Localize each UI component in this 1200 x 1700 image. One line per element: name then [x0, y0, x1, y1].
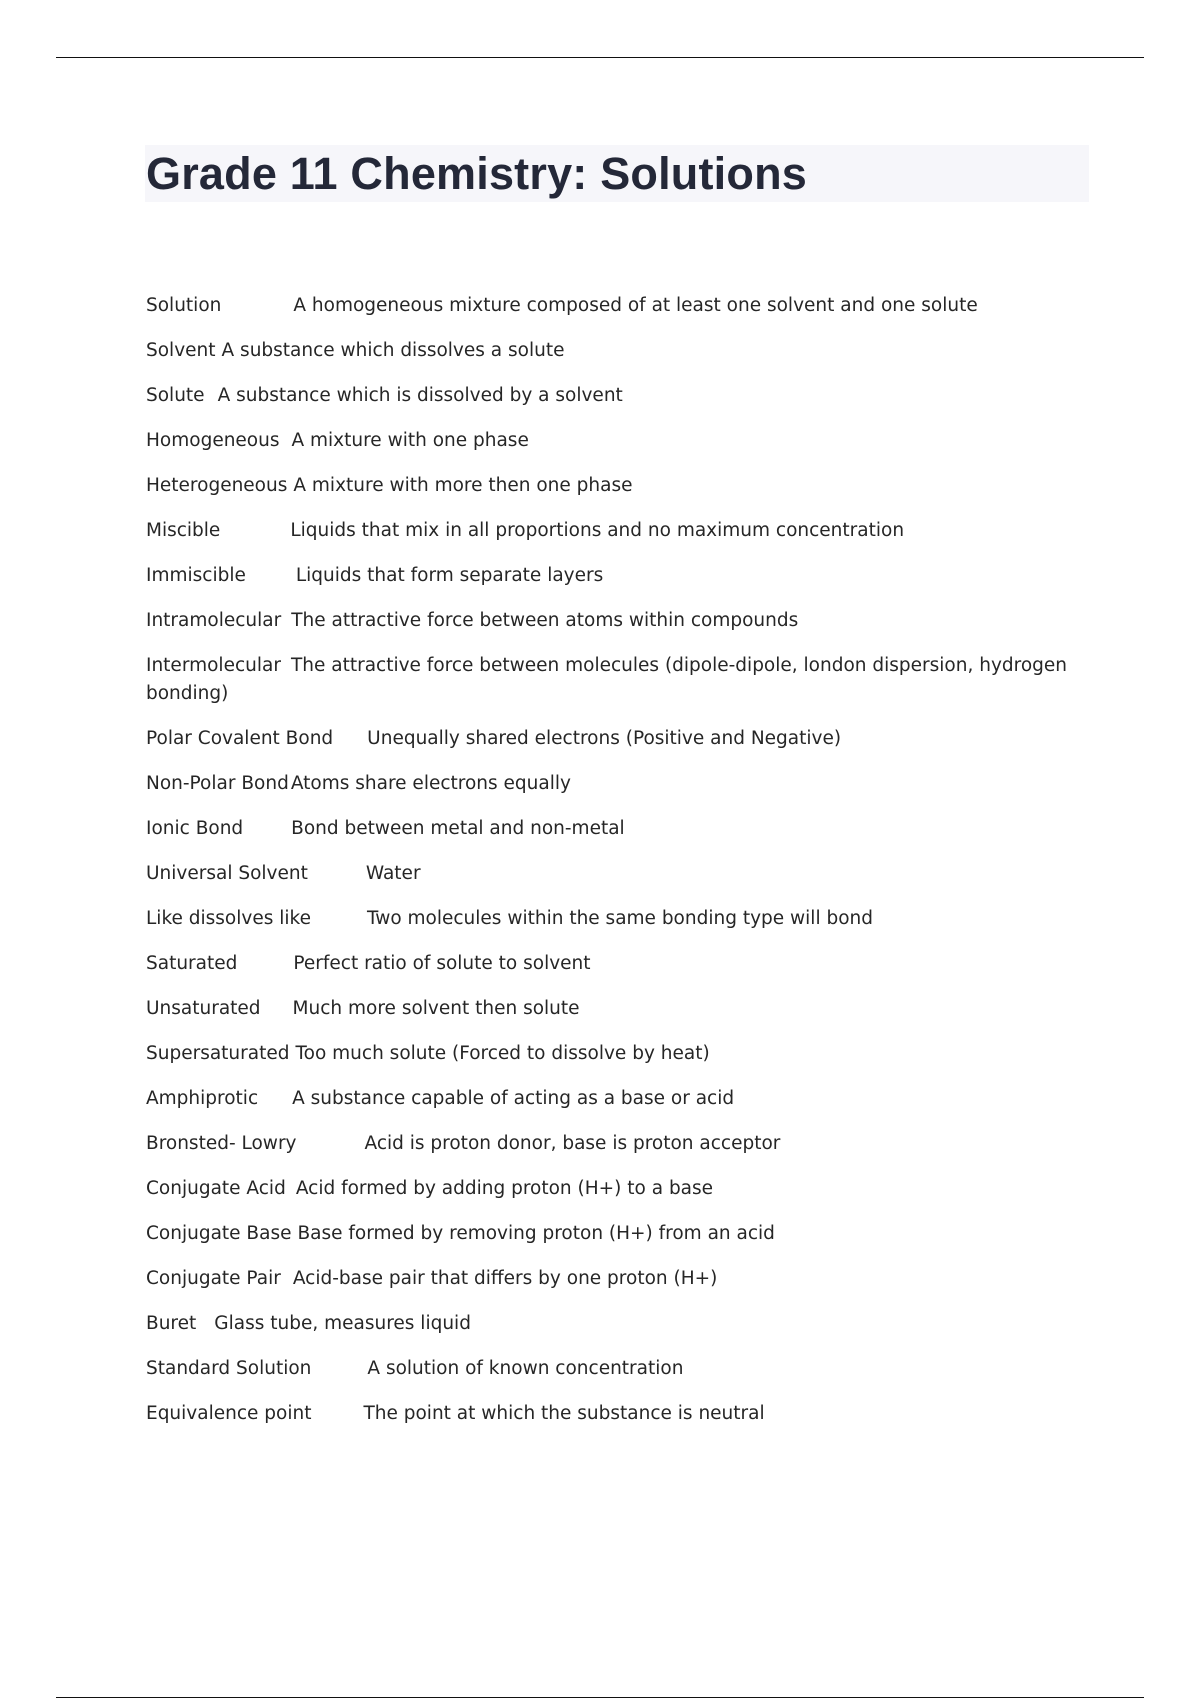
- term: Solvent: [146, 340, 216, 361]
- definition: Much more solvent then solute: [292, 998, 580, 1019]
- glossary-entry: [146, 337, 1091, 365]
- glossary-entry: [146, 1220, 1091, 1248]
- definition: Atoms share electrons equally: [290, 773, 571, 794]
- definition: Bond between metal and non-metal: [291, 818, 625, 839]
- glossary-entry: [146, 1130, 1091, 1158]
- glossary-entry: [146, 995, 1091, 1023]
- term: Miscible: [146, 520, 221, 541]
- definition: Acid is proton donor, base is proton acceptor: [364, 1133, 781, 1154]
- glossary-entry: [146, 1310, 1091, 1338]
- term: Like dissolves like: [146, 908, 311, 929]
- glossary-entry: [146, 292, 1091, 320]
- term: Intramolecular: [146, 610, 282, 631]
- definition: A solution of known concentration: [367, 1358, 684, 1379]
- definition: Liquids that form separate layers: [295, 565, 604, 586]
- definition: Glass tube, measures liquid: [214, 1313, 471, 1334]
- term: Immiscible: [146, 565, 246, 586]
- glossary-entry: [146, 1355, 1091, 1383]
- term: Conjugate Pair: [146, 1268, 281, 1289]
- glossary-entry: [146, 382, 1091, 410]
- term: Supersaturated: [146, 1043, 290, 1064]
- glossary-entry: [146, 652, 1091, 708]
- definition: A mixture with more then one phase: [293, 475, 633, 496]
- definition: Acid formed by adding proton (H+) to a base: [295, 1178, 714, 1199]
- term: Unsaturated: [146, 998, 261, 1019]
- glossary-entry: [146, 1175, 1091, 1203]
- term: Intermolecular: [146, 655, 281, 676]
- glossary-entry: [146, 905, 1091, 933]
- definition: Two molecules within the same bonding type will bond: [366, 908, 874, 929]
- glossary-entry: [146, 725, 1091, 753]
- term: Heterogeneous: [146, 475, 288, 496]
- definition: A homogeneous mixture composed of at least one solvent and one solute: [293, 295, 978, 316]
- term: Universal Solvent: [146, 863, 308, 884]
- term: Amphiprotic: [146, 1088, 259, 1109]
- glossary-entry: [146, 1085, 1091, 1113]
- term: Polar Covalent Bond: [146, 728, 334, 749]
- glossary-entry: [146, 1400, 1091, 1428]
- bottom-rule: [56, 1697, 1144, 1698]
- glossary-entry: [146, 562, 1091, 590]
- definition: A mixture with one phase: [291, 430, 529, 451]
- term: Equivalence point: [146, 1403, 312, 1424]
- definition: A substance which is dissolved by a solvent: [217, 385, 623, 406]
- term: Saturated: [146, 953, 238, 974]
- term: Conjugate Acid: [146, 1178, 286, 1199]
- definition: Too much solute (Forced to dissolve by heat): [295, 1043, 710, 1064]
- term: Conjugate Base: [146, 1223, 292, 1244]
- glossary-entry: [146, 770, 1091, 798]
- glossary-entry: [146, 1040, 1091, 1068]
- term: Bronsted- Lowry: [146, 1133, 297, 1154]
- term: Standard Solution: [146, 1358, 312, 1379]
- term: Buret: [146, 1313, 197, 1334]
- term: Non-Polar Bond: [146, 773, 289, 794]
- definition: Acid-base pair that differs by one proton (H+): [292, 1268, 718, 1289]
- glossary-list: [146, 292, 1091, 1428]
- glossary-entry: [146, 427, 1091, 455]
- glossary-entry: [146, 860, 1091, 888]
- definition: Water: [365, 863, 421, 884]
- page-title: Grade 11 Chemistry: Solutions: [146, 148, 807, 199]
- term: Homogeneous: [146, 430, 280, 451]
- term: Ionic Bond: [146, 818, 244, 839]
- glossary-entry: [146, 517, 1091, 545]
- definition: Perfect ratio of solute to solvent: [293, 953, 591, 974]
- term: Solution: [146, 295, 222, 316]
- definition: The attractive force between atoms within compounds: [291, 610, 799, 631]
- definition: Base formed by removing proton (H+) from an acid: [297, 1223, 775, 1244]
- definition: A substance capable of acting as a base or acid: [292, 1088, 735, 1109]
- definition: The attractive force between molecules (dipole-dipole, london dispersion, hydrogen bonding): [146, 655, 1068, 704]
- definition: Liquids that mix in all proportions and no maximum concentration: [290, 520, 905, 541]
- glossary-entry: [146, 1265, 1091, 1293]
- glossary-entry: [146, 815, 1091, 843]
- term: Solute: [146, 385, 205, 406]
- definition: A substance which dissolves a solute: [221, 340, 565, 361]
- glossary-entry: [146, 950, 1091, 978]
- definition: Unequally shared electrons (Positive and Negative): [367, 728, 842, 749]
- definition: The point at which the substance is neutral: [363, 1403, 765, 1424]
- glossary-entry: [146, 607, 1091, 635]
- glossary-entry: [146, 472, 1091, 500]
- top-rule: [56, 57, 1144, 58]
